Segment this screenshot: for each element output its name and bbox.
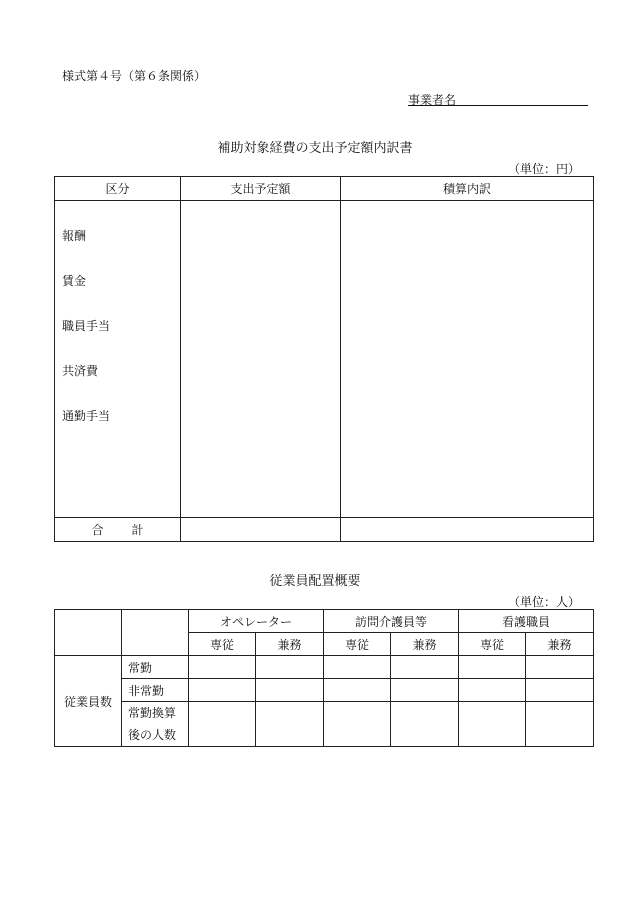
staff-cell[interactable]	[459, 656, 526, 679]
group-operator: オペレーター	[189, 610, 324, 633]
staff-group-header-row	[55, 610, 594, 633]
staff-cell[interactable]	[189, 702, 256, 747]
header-category: 区分	[55, 177, 181, 201]
subheader-dedicated: 専従	[189, 633, 256, 656]
staff-cell[interactable]	[391, 702, 459, 747]
expense-unit: （単位：円）	[507, 162, 580, 176]
item-mutual-aid: 共済費	[62, 364, 99, 378]
header-breakdown: 積算内訳	[341, 177, 594, 201]
expense-header-row	[55, 177, 594, 201]
business-name-field[interactable]	[408, 91, 588, 106]
staff-title: 従業員配置概要	[269, 574, 361, 589]
staff-table	[54, 609, 594, 747]
staff-row-fulltime	[55, 656, 594, 679]
staff-cell[interactable]	[459, 679, 526, 702]
total-amount-cell[interactable]	[181, 518, 341, 542]
blank-header-cell	[55, 610, 122, 656]
header-planned-amount: 支出予定額	[181, 177, 341, 201]
staff-cell[interactable]	[324, 702, 391, 747]
staff-row-fte	[55, 702, 594, 747]
item-wages: 賃金	[62, 274, 87, 288]
row-label-fulltime: 常勤	[122, 656, 189, 679]
blank-header-cell	[122, 610, 189, 656]
expense-body-row	[55, 201, 594, 518]
planned-amount-cell[interactable]	[181, 201, 341, 518]
expense-table	[54, 176, 594, 542]
row-label-parttime: 非常勤	[122, 679, 189, 702]
staff-unit: （単位：人）	[507, 595, 580, 609]
staff-cell[interactable]	[526, 702, 594, 747]
group-nurse: 看護職員	[459, 610, 594, 633]
staff-cell[interactable]	[391, 679, 459, 702]
item-staff-allowance: 職員手当	[62, 319, 111, 333]
employee-count-label: 従業員数	[55, 656, 122, 747]
breakdown-cell[interactable]	[341, 201, 594, 518]
group-home-care: 訪問介護員等	[324, 610, 459, 633]
staff-cell[interactable]	[391, 656, 459, 679]
staff-cell[interactable]	[256, 656, 324, 679]
expense-total-row	[55, 518, 594, 542]
subheader-dedicated: 専従	[459, 633, 526, 656]
staff-cell[interactable]	[324, 679, 391, 702]
staff-row-parttime	[55, 679, 594, 702]
item-reward: 報酬	[62, 229, 87, 243]
staff-cell[interactable]	[189, 656, 256, 679]
subheader-concurrent: 兼務	[256, 633, 324, 656]
staff-cell[interactable]	[256, 679, 324, 702]
item-commute-allowance: 通勤手当	[62, 409, 111, 423]
staff-cell[interactable]	[189, 679, 256, 702]
total-breakdown-cell[interactable]	[341, 518, 594, 542]
row-label-fte: 常勤換算 後の人数	[122, 702, 189, 747]
staff-cell[interactable]	[256, 702, 324, 747]
subheader-concurrent: 兼務	[391, 633, 459, 656]
subheader-concurrent: 兼務	[526, 633, 594, 656]
staff-cell[interactable]	[526, 679, 594, 702]
staff-cell[interactable]	[324, 656, 391, 679]
form-number: 様式第４号（第６条関係）	[62, 69, 207, 83]
staff-cell[interactable]	[526, 656, 594, 679]
business-name-label: 事業者名	[408, 93, 457, 107]
staff-cell[interactable]	[459, 702, 526, 747]
subheader-dedicated: 専従	[324, 633, 391, 656]
total-label: 合 計	[55, 518, 181, 542]
category-cell	[55, 201, 181, 518]
expense-title: 補助対象経費の支出予定額内訳書	[217, 141, 413, 156]
